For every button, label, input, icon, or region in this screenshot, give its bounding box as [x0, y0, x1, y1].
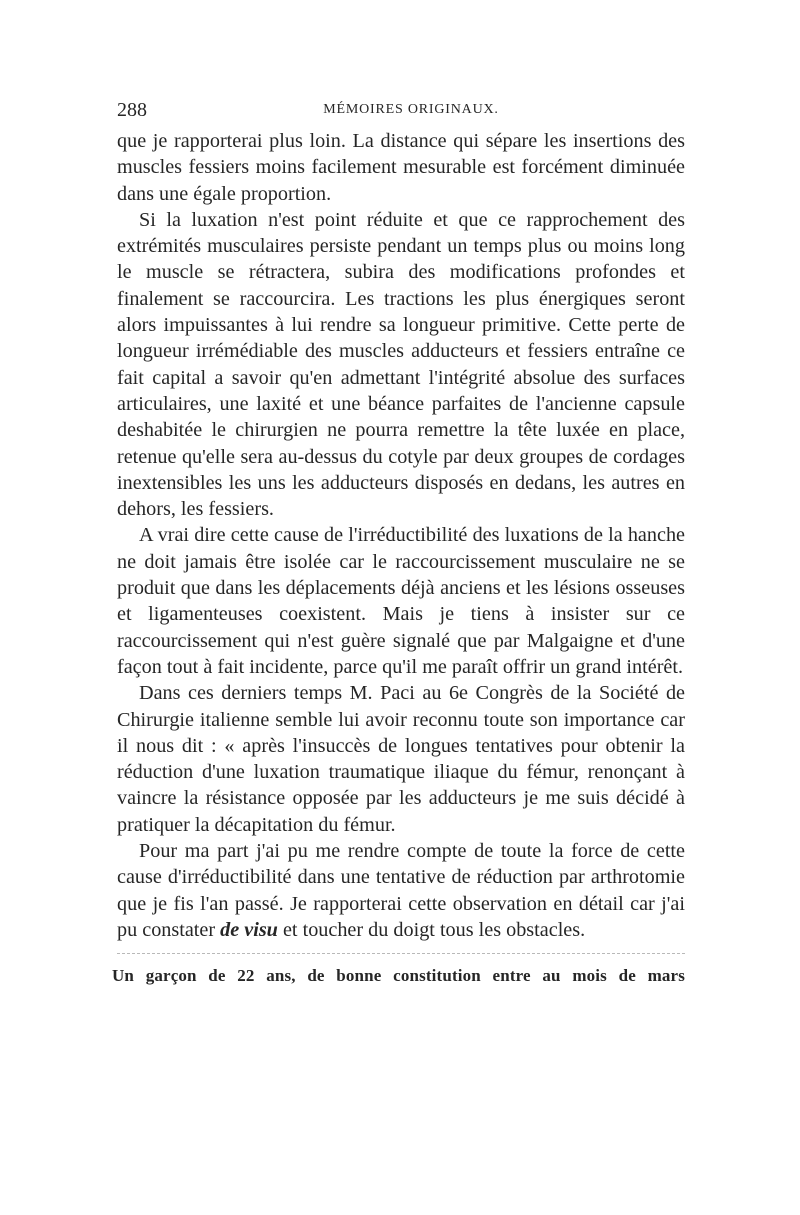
page-number: 288: [117, 99, 147, 121]
paragraph-irreducibility: A vrai dire cette cause de l'irréductibilité des luxations de la hanche ne doit jamais être isolée car le raccourcissement musculaire ne se produit que dans les déplacements déjà anciens et les lésions osseuses et ligamenteuses coexistent. Mais je tiens à insister sur ce raccourcissement qui n'est guère signalé que par Malgaigne et d'une façon tout à fait incidente, parce qu'il me paraît offrir un grand intérêt.: [117, 524, 685, 678]
paragraph-arthrotomy: [117, 838, 685, 943]
body-text: [117, 128, 685, 943]
page-header: [117, 96, 685, 128]
emphasis-de-visu: de visu: [220, 918, 278, 941]
paragraph-arthrotomy-end: et toucher du doigt tous les obstacles.: [277, 918, 586, 941]
section-divider: [117, 953, 685, 954]
document-page: [112, 96, 685, 988]
paragraph-arthrotomy-text: Pour ma part j'ai pu me rendre compte de toute la force de cette cause d'irréductibilité dans une tentative de réduction par arthrotomie que je fis l'an passé. Je rapporterai cette observation en détail car j'ai pu constater: [117, 840, 685, 941]
running-head: MÉMOIRES ORIGINAUX.: [323, 102, 499, 117]
case-observation-line: Un garçon de 22 ans, de bonne constitution entre au mois de mars: [112, 966, 685, 986]
paragraph-paci-congress: Dans ces derniers temps M. Paci au 6e Congrès de la Société de Chirurgie italienne semble lui avoir reconnu toute son importance car il nous dit : « après l'insuccès de longues tentatives pour obtenir la réduction d'une luxation traumatique iliaque du fémur, renonçant à vaincre la résistance opposée par les adducteurs je me suis décidé à pratiquer la décapitation du fémur.: [117, 682, 685, 836]
paragraph-muscle-retraction: Si la luxation n'est point réduite et que ce rapprochement des extrémités musculaires persiste pendant un temps plus ou moins long le muscle se rétractera, subira des modifications profondes et finalement se raccourcira. Les tractions les plus énergiques seront alors impuissantes à lui rendre sa longueur primitive. Cette perte de longueur irrémédiable des muscles adducteurs et fessiers entraîne ce fait capital a savoir qu'en admettant l'intégrité absolue des surfaces articulaires, une laxité et une béance parfaites de l'ancienne capsule deshabitée le chirurgien ne pourra remettre la tête luxée en place, retenue qu'elle sera au-dessus du cotyle par deux groupes de cordages inextensibles les uns les adducteurs disposés en dedans, les autres en dehors, les fessiers.: [117, 208, 685, 521]
paragraph-continuation: que je rapporterai plus loin. La distance qui sépare les insertions des muscles fessiers moins facilement mesurable est forcément diminuée dans une égale proportion.: [117, 130, 685, 205]
